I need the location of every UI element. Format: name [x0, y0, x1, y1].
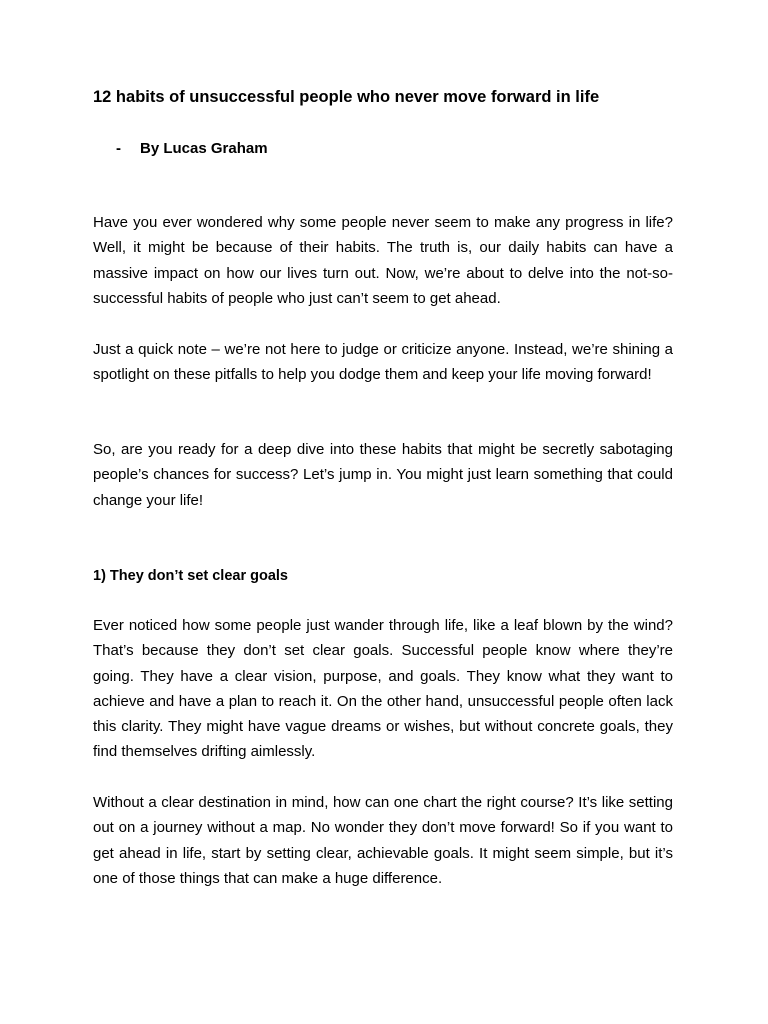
author-name: By Lucas Graham: [140, 140, 268, 157]
section-paragraph: Ever noticed how some people just wander through life, like a leaf blown by the wind? That’s because they don’t set clear goals. Successful people know where they’re going. They have a clear vision, purpose, and goals. They know what they want to achieve and have a plan to reach it. On the other hand, unsuccessful people often lack this clarity. They might have vague dreams or wishes, but without concrete goals, they find themselves drifting aimlessly.: [93, 617, 673, 761]
intro-paragraph: So, are you ready for a deep dive into these habits that might be secretly sabotaging people’s chances for success? Let’s jump in. You might just learn something that could change your life!: [93, 441, 673, 509]
document-title: 12 habits of unsuccessful people who never move forward in life: [93, 88, 600, 106]
intro-paragraph: Have you ever wondered why some people never seem to make any progress in life? Well, it might be because of their habits. The truth is, our daily habits can have a massive impact on how our lives turn out. Now, we’re about to delve into the not-so-successful habits of people who just can’t seem to get ahead.: [93, 214, 673, 307]
section-heading: 1) They don’t set clear goals: [93, 568, 288, 584]
intro-paragraph: Just a quick note – we’re not here to judge or criticize anyone. Instead, we’re shining a spotlight on these pitfalls to help you dodge them and keep your life moving forward!: [93, 341, 673, 384]
author-byline: [116, 139, 268, 159]
section-paragraph: Without a clear destination in mind, how can one chart the right course? It’s like setting out on a journey without a map. No wonder they don’t move forward! So if you want to get ahead in life, start by setting clear, achievable goals. It might seem simple, but it’s one of those things that can make a huge difference.: [93, 794, 673, 887]
byline-dash: -: [116, 140, 121, 157]
